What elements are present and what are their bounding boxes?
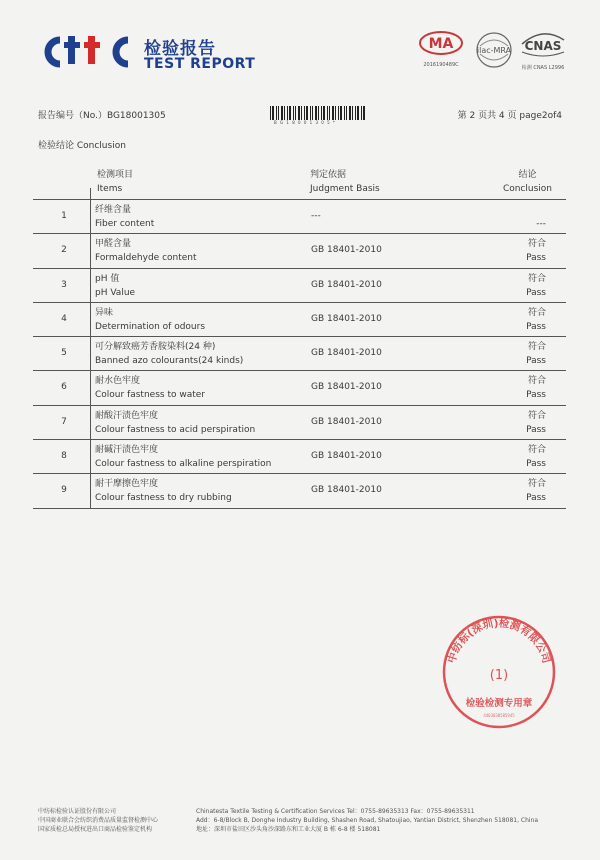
header-conclusion: [503, 168, 552, 196]
cttc-logo: [38, 28, 268, 74]
cnas-mark: [518, 30, 568, 71]
conclusion-en: Pass: [526, 493, 546, 504]
table-row: [33, 440, 566, 474]
conclusion-en: Pass: [526, 321, 546, 332]
column-divider: [90, 439, 91, 474]
item-name-en: Colour fastness to alkaline perspiration: [95, 459, 272, 470]
item-name-en: Fiber content: [95, 219, 155, 229]
conclusion-en: ---: [536, 219, 546, 229]
column-divider: [90, 199, 91, 234]
column-divider: [90, 405, 91, 440]
conclusion-cn: 符合: [527, 376, 546, 387]
item-name-en: pH Value: [95, 287, 136, 298]
item-name-cn: 耐水色牢度: [95, 376, 141, 387]
svg-text:检验检测专用章: 检验检测专用章: [465, 698, 533, 709]
table-row: [33, 371, 566, 405]
item-name-cn: 耐酸汗渍色牢度: [95, 410, 159, 421]
item-name-cn: 甲醛含量: [95, 239, 132, 250]
footer-contact: Chinatesta Textile Testing & Certification Services Tel：0755-89635313 Fax：0755-89635311: [196, 808, 475, 815]
conclusion-cn: 符合: [527, 445, 546, 456]
svg-text:中纺标(深圳)检测有限公司: 中纺标(深圳)检测有限公司: [445, 617, 553, 665]
judgment-basis: GB 18401-2010: [311, 485, 382, 496]
header-basis-en: Judgment Basis: [310, 184, 380, 194]
row-number: 9: [61, 485, 67, 496]
item-name-en: Determination of odours: [95, 321, 206, 332]
footer-address-cn: 地址：深圳市盐田区沙头角沙深路东和工业大厦 B 栋 6-8 楼 518081: [196, 826, 381, 833]
page-number: 第 2 页共 4 页 page2of4: [457, 111, 562, 121]
row-number: 7: [61, 416, 67, 427]
svg-text:CNAS: CNAS: [524, 39, 562, 53]
footer-right: [196, 807, 538, 834]
ilac-mra-mark: [474, 30, 514, 74]
row-number: 3: [61, 279, 67, 290]
item-name-en: Colour fastness to water: [95, 390, 205, 401]
column-divider: [90, 370, 91, 405]
official-seal-stamp: [440, 613, 558, 731]
cnas-icon: [518, 30, 568, 58]
header-items-cn: 检测项目: [97, 170, 134, 180]
svg-text:MA: MA: [428, 36, 454, 52]
item-name-cn: 耐碱汗渍色牢度: [95, 445, 159, 456]
conclusion-cn: 符合: [527, 307, 546, 318]
item-name-cn: pH 值: [95, 273, 120, 284]
logo-en-title: TEST REPORT: [144, 56, 256, 72]
cma-mark: [418, 30, 464, 68]
conclusion-cn: 符合: [527, 239, 546, 250]
section-title: 检验结论 Conclusion: [38, 141, 126, 151]
barcode-icon: [270, 106, 366, 120]
table-row: [33, 200, 566, 234]
cma-icon: [418, 30, 464, 56]
column-divider: [90, 336, 91, 371]
judgment-basis: GB 18401-2010: [311, 279, 382, 290]
item-name-cn: 耐干摩擦色牢度: [95, 479, 159, 490]
header-conclusion-cn: 结论: [518, 170, 537, 180]
svg-text:(1): (1): [489, 668, 509, 683]
ilac-mra-icon: [474, 30, 514, 70]
header-items-en: Items: [97, 184, 123, 194]
item-name-en: Colour fastness to acid perspiration: [95, 424, 256, 435]
header-conclusion-en: Conclusion: [502, 184, 552, 194]
judgment-basis: GB 18401-2010: [311, 245, 382, 256]
row-number: 8: [61, 451, 67, 462]
table-row: [33, 269, 566, 303]
header-basis-cn: 判定依据: [310, 170, 347, 180]
item-name-en: Formaldehyde content: [95, 253, 197, 264]
conclusion-en: Pass: [526, 424, 546, 435]
item-name-en: Banned azo colourants(24 kinds): [95, 356, 244, 367]
conclusion-table: [33, 164, 566, 509]
judgment-basis: GB 18401-2010: [311, 348, 382, 359]
table-row: [33, 303, 566, 337]
header-basis: [310, 168, 380, 196]
table-row: [33, 234, 566, 268]
conclusion-cn: 符合: [527, 342, 546, 353]
row-number: 1: [61, 211, 67, 221]
conclusion-en: Pass: [526, 459, 546, 470]
item-name-cn: 可分解致癌芳香胺染料(24 种): [95, 342, 216, 353]
svg-text:ilac-MRA: ilac-MRA: [476, 46, 512, 55]
column-divider: [90, 473, 91, 508]
conclusion-en: Pass: [526, 253, 546, 264]
logo-cn-title: 检验报告: [144, 39, 216, 59]
row-number: 6: [61, 382, 67, 393]
conclusion-en: Pass: [526, 287, 546, 298]
footer-org-2: 中国商业联合会纺织消费品质量监督检测中心: [38, 817, 159, 824]
cma-caption: 2016190489C: [423, 62, 459, 68]
table-row: [33, 474, 566, 508]
conclusion-en: Pass: [526, 390, 546, 401]
judgment-basis: GB 18401-2010: [311, 382, 382, 393]
judgment-basis: GB 18401-2010: [311, 416, 382, 427]
row-number: 2: [61, 245, 67, 256]
judgment-basis: GB 18401-2010: [311, 451, 382, 462]
footer-address-en: Add：6-8/Block B, Donghe Industry Building, Shashen Road, Shatoujiao, Yantian District, Shenzhen 518081, China: [196, 817, 539, 824]
conclusion-cn: 符合: [527, 273, 546, 284]
row-number: 4: [61, 313, 67, 324]
footer-org-3: 国家质检总局授权进出口商品检验鉴定机构: [38, 826, 153, 833]
row-number: 5: [61, 348, 67, 359]
conclusion-cn: 符合: [527, 479, 546, 490]
judgment-basis: GB 18401-2010: [311, 313, 382, 324]
column-divider: [90, 233, 91, 268]
item-name-cn: 纤维含量: [95, 205, 132, 215]
item-name-cn: 异味: [95, 307, 114, 318]
table-row: [33, 337, 566, 371]
table-row: [33, 406, 566, 440]
column-divider: [90, 268, 91, 303]
barcode-number: B G 1 8 0 0 1 3 0 5 *: [274, 120, 336, 125]
cnas-caption: 检测 CNAS L2996: [521, 65, 565, 71]
judgment-basis: ---: [311, 211, 321, 221]
footer-org-1: 中纺标检验认证股份有限公司: [38, 808, 117, 815]
report-number: 报告编号（No.）BG18001305: [38, 111, 166, 121]
conclusion-cn: 符合: [527, 410, 546, 421]
table-header: [33, 164, 566, 200]
cttc-logo-mark: [38, 28, 138, 74]
header-items: [97, 168, 133, 196]
report-meta: [38, 106, 562, 125]
table-body: [33, 200, 566, 509]
conclusion-en: Pass: [526, 356, 546, 367]
column-divider: [90, 302, 91, 337]
svg-text:4403030585945: 4403030585945: [483, 713, 515, 718]
item-name-en: Colour fastness to dry rubbing: [95, 493, 232, 504]
footer-left: [38, 807, 158, 834]
